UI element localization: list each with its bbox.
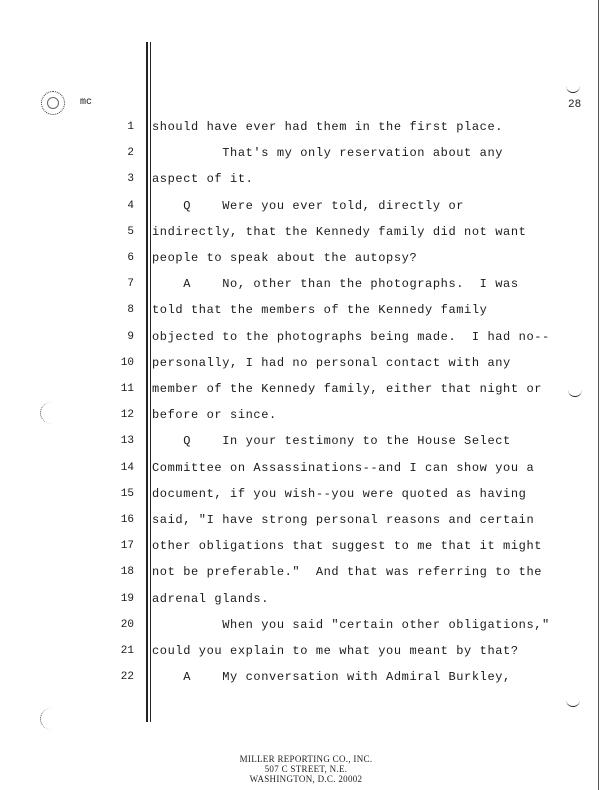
line-text: not be preferable." And that was referring to the — [152, 565, 543, 580]
line-text: objected to the photographs being made. I had no-- — [152, 329, 550, 344]
line-text: could you explain to me what you meant by that? — [152, 644, 519, 658]
line-number: 17 — [120, 540, 134, 553]
transcript-line — [0, 618, 600, 634]
line-number: 4 — [127, 199, 134, 212]
line-number: 13 — [120, 435, 134, 448]
line-number: 20 — [120, 618, 134, 631]
line-number: 6 — [127, 252, 134, 264]
line-number: 14 — [120, 461, 134, 474]
line-text: other obligations that suggest to me that it might — [152, 539, 543, 554]
footer-street: 507 C STREET, N.E. — [264, 764, 348, 774]
line-number: 18 — [120, 566, 134, 579]
reporter-initials: mc — [80, 97, 93, 108]
line-number: 3 — [127, 173, 134, 186]
transcript-line — [0, 120, 600, 136]
line-text: adrenal glands. — [152, 591, 270, 606]
transcript-line — [0, 487, 600, 503]
line-number: 8 — [127, 304, 134, 317]
transcript-line — [0, 539, 600, 555]
line-text: told that the members of the Kennedy family — [152, 303, 488, 318]
line-number: 1 — [127, 121, 134, 133]
line-text: aspect of it. — [152, 172, 254, 187]
transcript-line — [0, 408, 600, 424]
line-text: people to speak about the autopsy? — [152, 251, 418, 265]
line-text: document, if you wish--you were quoted as having — [152, 486, 527, 501]
line-number: 10 — [120, 356, 134, 369]
transcript-line — [0, 565, 600, 581]
line-text: Q Were you ever told, directly or — [152, 198, 465, 213]
footer-company: MILLER REPORTING CO., INC. — [239, 754, 373, 764]
line-number: 19 — [120, 592, 134, 605]
line-text: should have ever had them in the first place. — [152, 120, 504, 134]
line-number: 7 — [127, 278, 134, 291]
line-text: A My conversation with Admiral Burkley, — [152, 670, 511, 685]
line-text: That's my only reservation about any — [152, 146, 504, 161]
line-number: 22 — [120, 671, 134, 684]
line-number: 15 — [120, 487, 134, 500]
line-text: indirectly, that the Kennedy family did not want — [152, 224, 527, 239]
transcript-line — [0, 670, 600, 686]
line-text: member of the Kennedy family, either that night or — [152, 382, 543, 396]
line-text: Q In your testimony to the House Select — [152, 434, 511, 449]
transcript-line — [0, 434, 600, 450]
line-text: Committee on Assassinations--and I can show you a — [152, 460, 535, 475]
transcript-line — [0, 225, 600, 241]
line-text: When you said "certain other obligations," — [152, 617, 550, 632]
line-text: before or since. — [152, 408, 277, 423]
transcript-line — [0, 382, 600, 398]
page-number: 28 — [568, 99, 582, 111]
line-number: 16 — [120, 514, 134, 526]
line-number: 11 — [120, 383, 134, 395]
line-text: said, "I have strong personal reasons and certain — [152, 513, 535, 527]
reporter-footer — [0, 754, 612, 784]
line-text: A No, other than the photographs. I was — [152, 277, 519, 292]
transcript-line — [0, 146, 600, 162]
transcript-line — [0, 592, 600, 608]
line-number: 21 — [120, 645, 134, 657]
line-number: 12 — [120, 409, 134, 422]
line-number: 2 — [127, 147, 134, 160]
transcript-line — [0, 277, 600, 293]
line-number: 9 — [127, 330, 134, 343]
footer-city: WASHINGTON, D.C. 20002 — [249, 774, 363, 784]
transcript-line — [0, 172, 600, 188]
transcript-line — [0, 513, 600, 529]
transcript-line — [0, 251, 600, 267]
transcript-line — [0, 303, 600, 319]
transcript-line — [0, 199, 600, 215]
line-text: personally, I had no personal contact with any — [152, 355, 511, 370]
transcript-line — [0, 644, 600, 660]
transcript-line — [0, 461, 600, 477]
transcript-line — [0, 356, 600, 372]
transcript-line — [0, 330, 600, 346]
line-number: 5 — [127, 225, 134, 238]
